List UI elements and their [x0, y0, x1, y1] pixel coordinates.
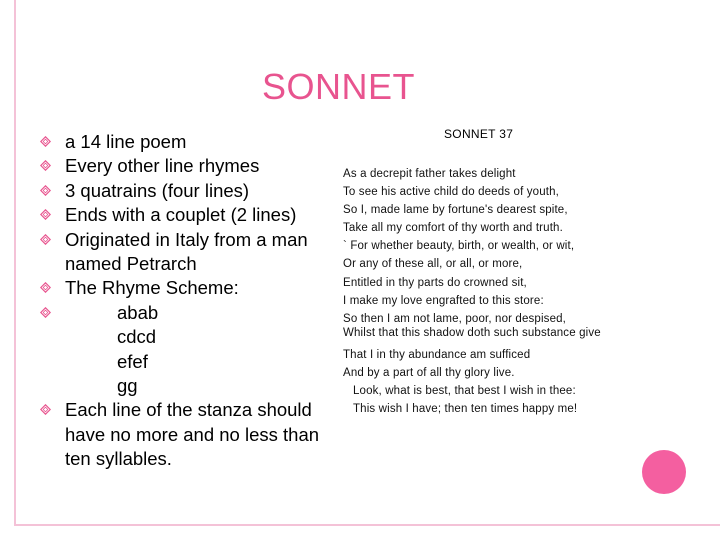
sonnet-line: Take all my comfort of thy worth and truth. — [343, 222, 563, 235]
sonnet-line: Whilst that this shadow doth such substance give — [343, 326, 601, 339]
diamond-bullet-icon — [40, 160, 51, 171]
sonnet-line: So I, made lame by fortune's dearest spite, — [343, 204, 568, 217]
sonnet-line: So then I am not lame, poor, nor despised, — [343, 312, 567, 325]
bullet-item — [40, 179, 330, 203]
bullet-item — [40, 228, 330, 277]
bullet-text: Every other line rhymes — [65, 155, 260, 177]
rhyme-scheme-item — [40, 301, 330, 399]
bullet-item — [40, 203, 330, 227]
bullet-item — [40, 276, 330, 300]
bullet-item — [40, 130, 330, 154]
sonnet-line: I make my love engrafted to this store: — [343, 294, 544, 307]
rhyme-scheme-line: cdcd — [117, 326, 157, 348]
sonnet-line: And by a part of all thy glory live. — [343, 366, 515, 379]
sonnet-line: Or any of these all, or all, or more, — [343, 258, 523, 271]
rhyme-scheme-line: gg — [117, 375, 138, 397]
slide-title: SONNET — [262, 66, 416, 107]
sonnet-text — [343, 165, 615, 418]
rhyme-scheme-line: abab — [117, 301, 159, 323]
sonnet-line: ` For whether beauty, birth, or wealth, or wit, — [343, 240, 575, 253]
bullet-text: a 14 line poem — [65, 131, 187, 152]
bullet-item — [40, 154, 330, 178]
sonnet-title: SONNET 37 — [444, 127, 514, 141]
bullet-text: Each line of the stanza should have no more and no less than ten syllables. — [65, 399, 320, 470]
sonnet-line: Look, what is best, that best I wish in thee: — [353, 385, 576, 398]
diamond-bullet-icon — [40, 209, 51, 220]
diamond-bullet-icon — [40, 307, 51, 318]
diamond-bullet-icon — [40, 136, 51, 147]
decorative-circle — [642, 450, 686, 494]
bullet-text: The Rhyme Scheme: — [65, 277, 239, 299]
sonnet-line: As a decrepit father takes delight — [343, 168, 516, 180]
sonnet-line: This wish I have; then ten times happy me! — [353, 403, 578, 416]
rhyme-scheme-line: efef — [117, 350, 148, 372]
bullet-text: Ends with a couplet (2 lines) — [65, 204, 297, 226]
diamond-bullet-icon — [40, 404, 51, 415]
bullet-item — [40, 398, 330, 471]
bullet-list — [40, 130, 330, 472]
sonnet-line: That I in thy abundance am sufficed — [343, 348, 531, 361]
sonnet-line: Entitled in thy parts do crowned sit, — [343, 276, 527, 289]
sonnet-line: To see his active child do deeds of youth, — [343, 186, 559, 199]
diamond-bullet-icon — [40, 234, 51, 245]
bullet-text: Originated in Italy from a man named Petrarch — [65, 228, 308, 275]
diamond-bullet-icon — [40, 282, 51, 293]
bullet-text: 3 quatrains (four lines) — [65, 179, 250, 201]
diamond-bullet-icon — [40, 185, 51, 196]
